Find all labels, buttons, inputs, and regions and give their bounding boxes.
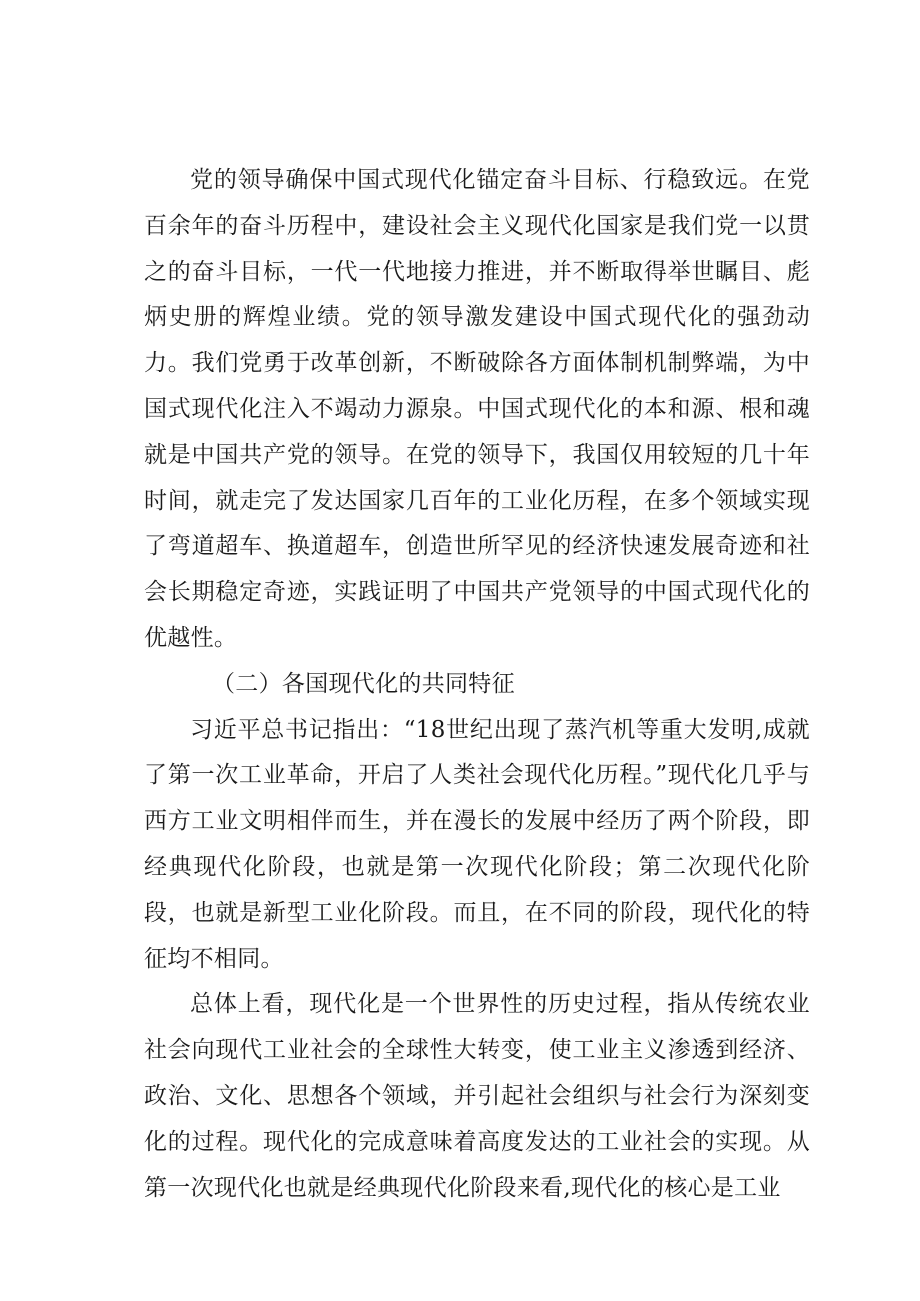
paragraph-party-leadership: 党的领导确保中国式现代化锚定奋斗目标、行稳致远。在党百余年的奋斗历程中，建设社会主义现代化国家是我们党一以贯之的奋斗目标，一代一代地接力推进，并不断取得举世瞩目、彪炳史册的辉煌业绩。党的领导激发建设中国式现代化的强劲动力。我们党勇于改革创新，不断破除各方面体制机制弊端，为中国式现代化注入不竭动力源泉。中国式现代化的本和源、根和魂就是中国共产党的领导。在党的领导下，我国仅用较短的几十年时间，就走完了发达国家几百年的工业化历程，在多个领域实现了弯道超车、换道超车，创造世所罕见的经济快速发展奇迹和社会长期稳定奇迹，实践证明了中国共产党领导的中国式现代化的优越性。 <box>144 167 810 651</box>
paragraph-modernization-overview: 总体上看，现代化是一个世界性的历史过程，指从传统农业社会向现代工业社会的全球性大转变，使工业主义渗透到经济、政治、文化、思想各个领域，并引起社会组织与社会行为深刻变化的过程。现代化的完成意味着高度发达的工业社会的实现。从第一次现代化也就是经典现代化阶段来看,现代化的核心是工业 <box>144 991 810 1201</box>
section-heading-common-features: （二）各国现代化的共同特征 <box>212 670 515 697</box>
document-body <box>144 158 810 1211</box>
paragraph-xi-quote: 习近平总书记指出：“18世纪出现了蒸汽机等重大发明,成就了第一次工业革命，开启了人类社会现代化历程。”现代化几乎与西方工业文明相伴而生，并在漫长的发展中经历了两个阶段，即经典现代化阶段，也就是第一次现代化阶段；第二次现代化阶段，也就是新型工业化阶段。而且，在不同的阶段，现代化的特征均不相同。 <box>144 716 810 972</box>
